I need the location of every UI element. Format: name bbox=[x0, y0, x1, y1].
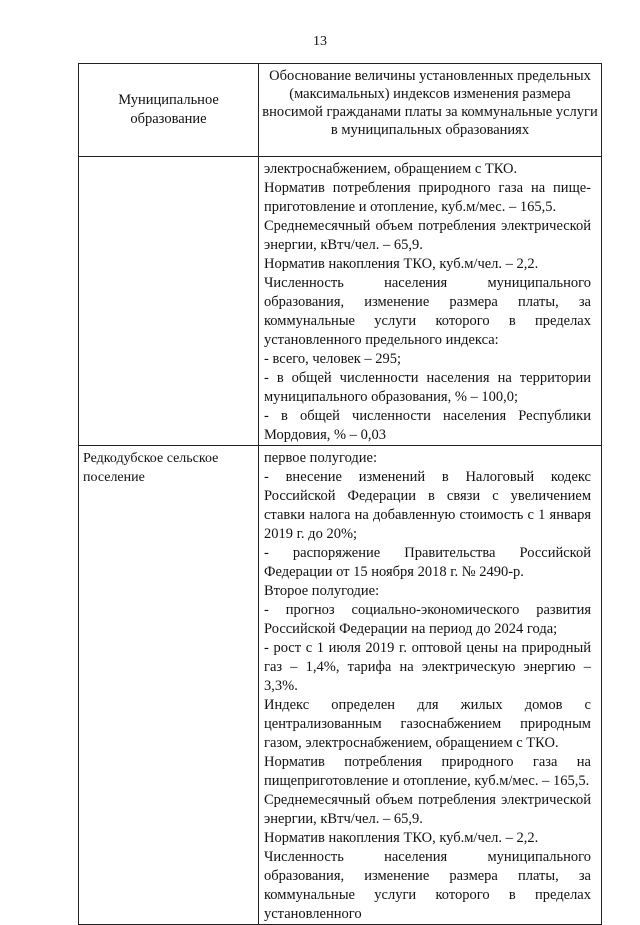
municipality-name: Редкодубское сельское поселение bbox=[83, 451, 219, 485]
justification-text bbox=[259, 446, 601, 924]
header-cell-municipality bbox=[79, 64, 259, 157]
municipality-name bbox=[79, 157, 258, 160]
header-cell-justification bbox=[259, 64, 602, 157]
text-paragraph: Норматив накопления ТКО, куб.м/чел. – 2,2. bbox=[264, 256, 539, 272]
text-paragraph: Численность населения муниципального образования, изменение размера платы, за коммунальные услуги которого в пределах установленного bbox=[264, 849, 591, 922]
text-paragraph: - рост с 1 июля 2019 г. оптовой цены на природный газ – 1,4%, тарифа на электрическую энергию – 3,3%. bbox=[264, 640, 591, 694]
table-row bbox=[79, 446, 602, 925]
page-number: 13 bbox=[313, 34, 327, 49]
header-justification: Обоснование величины установленных предельных (максимальных) индексов изменения размера вносимой гражданами платы за коммунальные услуги в муниципальных образованиях bbox=[262, 68, 598, 138]
text-paragraph: Численность населения муниципального образования, изменение размера платы, за коммунальные услуги которого в пределах установленного предельного индекса: bbox=[264, 275, 591, 348]
text-paragraph: - внесение изменений в Налоговый кодекс Российской Федерации в связи с увеличением ставки налога на добавленную стоимость с 1 января 2019 г. до 20%; bbox=[264, 469, 591, 542]
municipality-cell bbox=[79, 157, 259, 446]
text-paragraph: - прогноз социально-экономического развития Российской Федерации на период до 2024 года; bbox=[264, 602, 591, 637]
header-municipality: Муниципальное образование bbox=[118, 92, 219, 127]
table-row bbox=[79, 157, 602, 446]
text-paragraph: Среднемесячный объем потребления электрической энергии, кВтч/чел. – 65,9. bbox=[264, 792, 591, 827]
justification-table bbox=[78, 63, 602, 925]
text-paragraph: - в общей численности населения на территории муниципального образования, % – 100,0; bbox=[264, 370, 591, 405]
justification-cell bbox=[259, 446, 602, 925]
text-paragraph: Норматив потребления природного газа на пищеприготовление и отопление, куб.м/мес. – 165,5. bbox=[264, 754, 591, 789]
municipality-cell bbox=[79, 446, 259, 925]
text-paragraph: - всего, человек – 295; bbox=[264, 351, 402, 367]
text-paragraph: первое полугодие: bbox=[264, 450, 378, 466]
table-header-row bbox=[79, 64, 602, 157]
text-paragraph: Норматив накопления ТКО, куб.м/чел. – 2,2. bbox=[264, 830, 539, 846]
text-paragraph: Норматив потребления природного газа на пище-приготовление и отопление, куб.м/мес. – 165,5. bbox=[264, 180, 591, 215]
text-paragraph: Второе полугодие: bbox=[264, 583, 380, 599]
text-paragraph: электроснабжением, обращением с ТКО. bbox=[264, 161, 518, 177]
text-paragraph: - распоряжение Правительства Российской Федерации от 15 ноября 2018 г. № 2490-р. bbox=[264, 545, 591, 580]
text-paragraph: Индекс определен для жилых домов с централизованным газоснабжением природным газом, электроснабжением, обращением с ТКО. bbox=[264, 697, 591, 751]
text-paragraph: - в общей численности населения Республики Мордовия, % – 0,03 bbox=[264, 408, 591, 443]
justification-text bbox=[259, 157, 601, 445]
justification-cell bbox=[259, 157, 602, 446]
text-paragraph: Среднемесячный объем потребления электрической энергии, кВтч/чел. – 65,9. bbox=[264, 218, 591, 253]
